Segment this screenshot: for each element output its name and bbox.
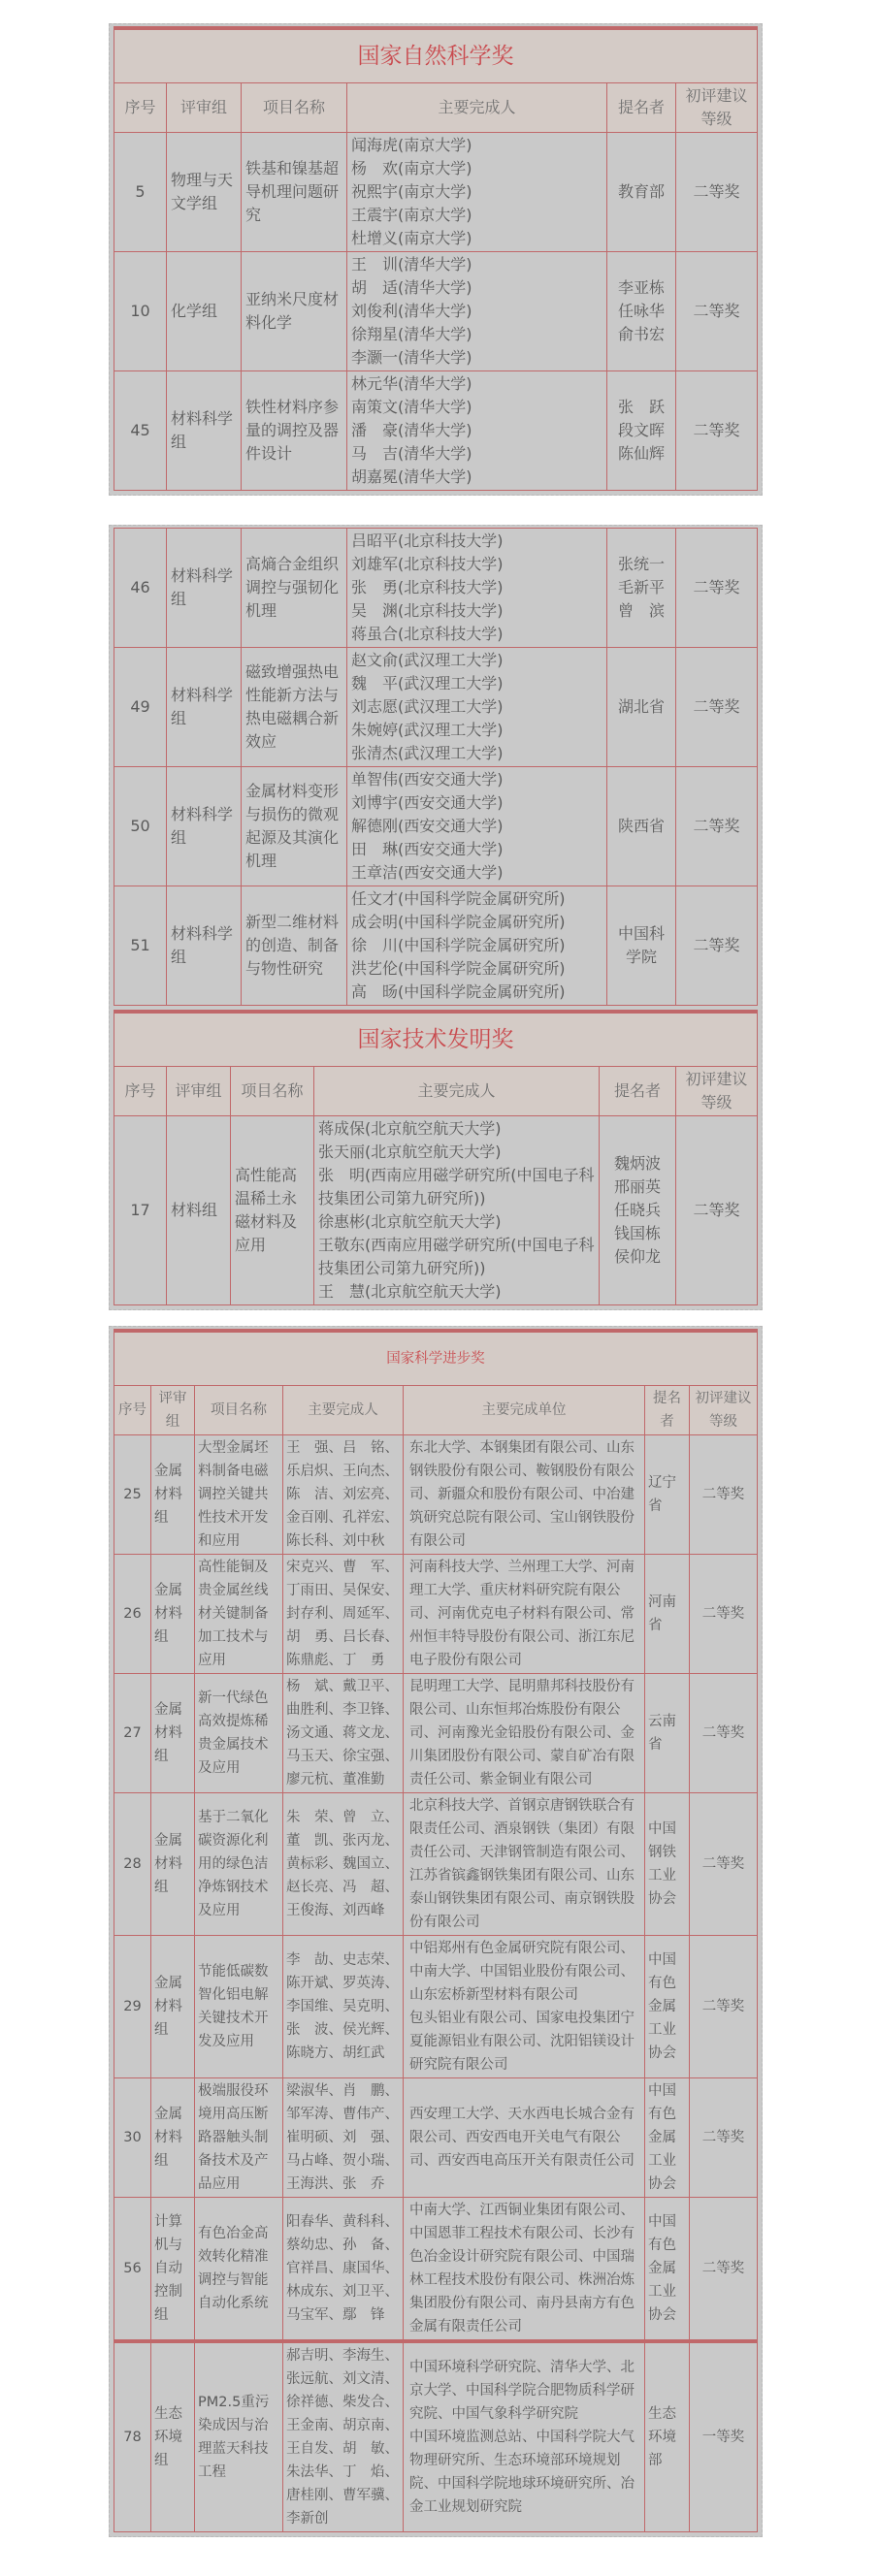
initial-grade: 二等奖 xyxy=(675,371,757,491)
review-group: 金属材料组 xyxy=(151,1936,195,2078)
table-row xyxy=(114,767,758,886)
project-name: 大型金属坯料制备电磁调控关键共性技术开发和应用 xyxy=(195,1435,283,1555)
cell-line: 林元华(清华大学) xyxy=(351,374,472,393)
row-number: 26 xyxy=(114,1555,151,1674)
project-name: 高性能铜及贵金属丝线材关键制备加工技术与应用 xyxy=(195,1555,283,1674)
cell-line: 王 慧(北京航空航天大学) xyxy=(318,1282,502,1301)
nominator: 中国有色金属工业协会 xyxy=(645,2078,690,2198)
nominator: 中国有色金属工业协会 xyxy=(645,2198,690,2342)
row-number: 17 xyxy=(114,1116,167,1305)
main-contributors: 梁淑华、肖 鹏、邹军涛、曹伟产、崔明硕、刘 强、马占峰、贺小瑞、王海洪、张 乔 xyxy=(283,2078,404,2198)
cell-line: 潘 豪(清华大学) xyxy=(351,421,472,439)
table-row xyxy=(114,2078,758,2198)
nominator xyxy=(607,767,676,886)
main-units xyxy=(404,2341,645,2532)
column-header: 项目名称 xyxy=(231,1067,314,1116)
cell-line: 胡嘉冕(清华大学) xyxy=(351,467,472,486)
nominator xyxy=(607,648,676,767)
unit-paragraph: 包头铝业有限公司、国家电投集团宁夏能源铝业有限公司、沈阳铝镁设计研究院有限公司 xyxy=(409,2011,635,2073)
project-name: 金属材料变形与损伤的微观起源及其演化机理 xyxy=(242,767,347,886)
cell-line: 张天丽(北京航空航天大学) xyxy=(318,1143,502,1161)
cell-line: 张清杰(武汉理工大学) xyxy=(351,744,504,762)
unit-paragraph: 中南大学、江西铜业集团有限公司、中国恩菲工程技术有限公司、长沙有色冶金设计研究院有限公司、中国瑞林工程技术股份有限公司、株洲冶炼集团股份有限公司、南丹县南方有色金属有限责任公司 xyxy=(409,2203,635,2334)
cell-line: 蒋虽合(北京科技大学) xyxy=(351,625,504,643)
cell-line: 张 跃 xyxy=(617,398,665,416)
initial-grade: 一等奖 xyxy=(690,2341,758,2532)
table-row xyxy=(114,1555,758,1674)
cell-line: 任晓兵 xyxy=(613,1201,661,1219)
cell-line: 徐翔星(清华大学) xyxy=(351,325,472,343)
row-number: 49 xyxy=(114,648,167,767)
review-group: 材料组 xyxy=(167,1116,231,1305)
project-name: 磁致增强热电性能新方法与热电磁耦合新效应 xyxy=(242,648,347,767)
column-header: 主要完成人 xyxy=(347,83,607,133)
main-contributors: 宋克兴、曹 军、丁雨田、吴保安、封存利、周延军、胡 勇、吕长春、陈鼎彪、丁 勇 xyxy=(283,1555,404,1674)
project-name: 高性能高温稀土永磁材料及应用 xyxy=(231,1116,314,1305)
review-group: 生态环境组 xyxy=(151,2341,195,2532)
main-contributors: 阳春华、黄科科、蔡幼忠、孙 备、官祥昌、康国华、林成东、刘卫平、马宝军、鄢 锋 xyxy=(283,2198,404,2342)
row-number: 10 xyxy=(114,252,167,371)
table-row xyxy=(114,371,758,491)
unit-paragraph: 西安理工大学、天水西电长城合金有限公司、西安西电开关电气有限公司、西安西电高压开关有限责任公司 xyxy=(409,2107,635,2169)
main-contributors xyxy=(347,886,607,1006)
initial-grade: 二等奖 xyxy=(690,1793,758,1936)
initial-grade: 二等奖 xyxy=(690,2198,758,2342)
table-row xyxy=(114,1435,758,1555)
nominator: 云南省 xyxy=(645,1674,690,1793)
row-number: 56 xyxy=(114,2198,151,2342)
nominator: 生态环境部 xyxy=(645,2341,690,2532)
row-number: 78 xyxy=(114,2341,151,2532)
nominator xyxy=(607,886,676,1006)
table-row xyxy=(114,648,758,767)
project-name: 节能低碳数智化铝电解关键技术开发及应用 xyxy=(195,1936,283,2078)
initial-grade: 二等奖 xyxy=(690,1435,758,1555)
project-name: 亚纳米尺度材料化学 xyxy=(242,252,347,371)
sci-progress-award-table xyxy=(114,1329,758,2532)
initial-grade: 二等奖 xyxy=(675,252,757,371)
column-header: 评审组 xyxy=(167,83,242,133)
row-number: 29 xyxy=(114,1936,151,2078)
cell-line: 马 吉(清华大学) xyxy=(351,444,472,463)
cell-line: 祝熙宇(南京大学) xyxy=(351,182,472,201)
cell-line: 湖北省 xyxy=(617,697,665,716)
main-contributors xyxy=(347,648,607,767)
initial-grade: 二等奖 xyxy=(676,529,758,648)
main-units xyxy=(404,1936,645,2078)
section-title: 国家自然科学奖 xyxy=(114,28,758,83)
main-contributors: 郝吉明、李海生、张远航、刘文清、徐祥德、柴发合、王金南、胡京南、王自发、胡 敏、朱法华、丁 焰、唐桂刚、曹军骥、李新创 xyxy=(283,2341,404,2532)
cell-line: 王章洁(西安交通大学) xyxy=(351,863,504,882)
project-name: 有色冶金高效转化精准调控与智能自动化系统 xyxy=(195,2198,283,2342)
review-group: 材料科学组 xyxy=(167,886,242,1006)
column-header: 主要完成单位 xyxy=(404,1386,645,1435)
row-number: 45 xyxy=(114,371,167,491)
review-group: 金属材料组 xyxy=(151,1674,195,1793)
review-group: 材料科学组 xyxy=(167,371,242,491)
column-header: 初评建议等级 xyxy=(675,83,757,133)
cell-line: 刘雄军(北京科技大学) xyxy=(351,555,504,573)
cell-line: 钱国栋 xyxy=(613,1224,661,1242)
natural-science-award-table xyxy=(114,26,758,491)
cell-line: 刘俊利(清华大学) xyxy=(351,302,472,320)
main-units xyxy=(404,1674,645,1793)
table-row xyxy=(114,1116,758,1305)
column-header: 序号 xyxy=(114,1386,151,1435)
column-header: 评审组 xyxy=(167,1067,231,1116)
nominator: 辽宁省 xyxy=(645,1435,690,1555)
table-row xyxy=(114,2341,758,2532)
review-group: 金属材料组 xyxy=(151,2078,195,2198)
main-contributors xyxy=(347,767,607,886)
nominator xyxy=(606,133,675,252)
cell-line: 王震宇(南京大学) xyxy=(351,206,472,224)
nominator xyxy=(606,252,675,371)
cell-line: 单智伟(西安交通大学) xyxy=(351,770,504,789)
project-name: 新一代绿色高效提炼稀贵金属技术及应用 xyxy=(195,1674,283,1793)
nominator: 中国钢铁工业协会 xyxy=(645,1793,690,1936)
unit-paragraph: 东北大学、本钢集团有限公司、山东钢铁股份有限公司、鞍钢股份有限公司、新疆众和股份有限公司、中冶建筑研究总院有限公司、宝山钢铁股份有限公司 xyxy=(409,1440,635,1549)
cell-line: 蒋成保(北京航空航天大学) xyxy=(318,1119,502,1138)
cell-line: 曾 滨 xyxy=(617,601,665,620)
initial-grade: 二等奖 xyxy=(675,133,757,252)
review-group: 材料科学组 xyxy=(167,529,242,648)
column-header: 主要完成人 xyxy=(283,1386,404,1435)
column-header: 项目名称 xyxy=(195,1386,283,1435)
nominator xyxy=(599,1116,675,1305)
column-header: 提名者 xyxy=(599,1067,675,1116)
column-header: 序号 xyxy=(114,83,167,133)
row-number: 30 xyxy=(114,2078,151,2198)
initial-grade: 二等奖 xyxy=(675,1116,757,1305)
table-row xyxy=(114,133,758,252)
table-row xyxy=(114,1674,758,1793)
column-header: 主要完成人 xyxy=(314,1067,600,1116)
row-number: 27 xyxy=(114,1674,151,1793)
initial-grade: 二等奖 xyxy=(690,1674,758,1793)
main-contributors xyxy=(347,371,607,491)
cell-line: 王 训(清华大学) xyxy=(351,255,472,274)
nominator: 中国有色金属工业协会 xyxy=(645,1936,690,2078)
natural-science-award-table-frame xyxy=(109,23,763,496)
cell-line: 陕西省 xyxy=(617,817,665,835)
initial-grade: 二等奖 xyxy=(690,1936,758,2078)
review-group: 金属材料组 xyxy=(151,1793,195,1936)
cell-line: 解德刚(西安交通大学) xyxy=(351,817,504,835)
main-contributors: 朱 荣、曾 立、董 凯、张丙龙、黄标彩、魏国立、赵长亮、冯 超、王俊海、刘西峰 xyxy=(283,1793,404,1936)
cell-line: 毛新平 xyxy=(617,578,665,596)
cell-line: 南策文(清华大学) xyxy=(351,398,472,416)
column-header: 序号 xyxy=(114,1067,167,1116)
cell-line: 田 琳(西安交通大学) xyxy=(351,840,504,858)
table-row xyxy=(114,2198,758,2342)
initial-grade: 二等奖 xyxy=(676,886,758,1006)
unit-paragraph: 北京科技大学、首钢京唐钢铁联合有限责任公司、酒泉钢铁（集团）有限责任公司、天津钢管制造有限公司、江苏省镔鑫钢铁集团有限公司、山东泰山钢铁集团有限公司、南京钢铁股份有限公司 xyxy=(409,1798,635,1930)
cell-line: 张 勇(北京科技大学) xyxy=(351,578,504,596)
cell-line: 俞书宏 xyxy=(617,325,665,343)
cell-line: 任咏华 xyxy=(617,302,665,320)
project-name: PM2.5重污染成因与治理蓝天科技工程 xyxy=(195,2341,283,2532)
column-header: 初评建议等级 xyxy=(675,1067,757,1116)
unit-paragraph: 中国环境监测总站、中国科学院大气物理研究所、生态环境部环境规划院、中国科学院地球环境研究所、冶金工业规划研究院 xyxy=(409,2430,635,2515)
project-name: 基于二氧化碳资源化利用的绿色洁净炼钢技术及应用 xyxy=(195,1793,283,1936)
cell-line: 高 旸(中国科学院金属研究所) xyxy=(351,982,566,1001)
cell-line: 李亚栋 xyxy=(617,278,665,297)
review-group: 物理与天文学组 xyxy=(167,133,242,252)
column-header: 项目名称 xyxy=(242,83,347,133)
cell-line: 杜增义(南京大学) xyxy=(351,229,472,247)
project-name: 铁性材料序参量的调控及器件设计 xyxy=(242,371,347,491)
main-contributors: 李 劼、史志荣、陈开斌、罗英涛、李国维、吴克明、张 波、侯光辉、陈晓方、胡红武 xyxy=(283,1936,404,2078)
cell-line: 邢丽英 xyxy=(613,1177,661,1196)
row-number: 50 xyxy=(114,767,167,886)
review-group: 金属材料组 xyxy=(151,1435,195,1555)
cell-line: 刘志愿(武汉理工大学) xyxy=(351,697,504,716)
main-units xyxy=(404,1435,645,1555)
cell-line: 吴 渊(北京科技大学) xyxy=(351,601,504,620)
cell-line: 洪艺伦(中国科学院金属研究所) xyxy=(351,959,566,978)
main-contributors xyxy=(347,529,607,648)
cell-line: 魏炳波 xyxy=(613,1154,661,1173)
main-contributors xyxy=(314,1116,600,1305)
unit-paragraph: 昆明理工大学、昆明鼎邦科技股份有限公司、山东恒邦冶炼股份有限公司、河南豫光金铅股份有限公司、金川集团股份有限公司、蒙自矿冶有限责任公司、紫金铜业有限公司 xyxy=(409,1679,635,1787)
cell-line: 张 明(西南应用磁学研究所(中国电子科技集团公司第九研究所)) xyxy=(318,1166,595,1208)
main-contributors xyxy=(347,252,607,371)
column-header: 提名者 xyxy=(645,1386,690,1435)
cell-line: 吕昭平(北京科技大学) xyxy=(351,531,504,550)
table-row xyxy=(114,252,758,371)
tech-invention-award-table xyxy=(114,1010,758,1305)
table-row xyxy=(114,1793,758,1936)
unit-paragraph: 中铝郑州有色金属研究院有限公司、中南大学、中国铝业股份有限公司、山东宏桥新型材料有限公司 xyxy=(409,1941,635,2003)
row-number: 5 xyxy=(114,133,167,252)
section-title: 国家技术发明奖 xyxy=(114,1012,758,1067)
review-group: 材料科学组 xyxy=(167,767,242,886)
project-name: 新型二维材料的创造、制备与物性研究 xyxy=(242,886,347,1006)
cell-line: 徐 川(中国科学院金属研究所) xyxy=(351,936,566,954)
cell-line: 李灏一(清华大学) xyxy=(351,348,472,367)
initial-grade: 二等奖 xyxy=(690,1555,758,1674)
cell-line: 陈仙辉 xyxy=(617,444,665,463)
main-units xyxy=(404,2078,645,2198)
cell-line: 任文才(中国科学院金属研究所) xyxy=(351,889,566,908)
row-number: 28 xyxy=(114,1793,151,1936)
main-units xyxy=(404,1555,645,1674)
column-header: 提名者 xyxy=(606,83,675,133)
main-units xyxy=(404,1793,645,1936)
cell-line: 教育部 xyxy=(617,182,665,201)
review-group: 材料科学组 xyxy=(167,648,242,767)
review-group: 计算机与自动控制组 xyxy=(151,2198,195,2342)
initial-grade: 二等奖 xyxy=(690,2078,758,2198)
row-number: 25 xyxy=(114,1435,151,1555)
cell-line: 闻海虎(南京大学) xyxy=(351,136,472,154)
initial-grade: 二等奖 xyxy=(676,767,758,886)
unit-paragraph: 河南科技大学、兰州理工大学、河南理工大学、重庆材料研究院有限公司、河南优克电子材料有限公司、常州恒丰特导股份有限公司、浙江东尼电子股份有限公司 xyxy=(409,1560,635,1668)
nominator: 河南省 xyxy=(645,1555,690,1674)
main-units xyxy=(404,2198,645,2342)
cell-line: 赵文俞(武汉理工大学) xyxy=(351,651,504,669)
cell-line: 王敬东(西南应用磁学研究所(中国电子科技集团公司第九研究所)) xyxy=(318,1236,595,1277)
cell-line: 段文晖 xyxy=(617,421,665,439)
sci-progress-award-table-frame xyxy=(109,1326,763,2537)
cell-line: 徐惠彬(北京航空航天大学) xyxy=(318,1212,502,1231)
column-header: 初评建议等级 xyxy=(690,1386,758,1435)
nominator xyxy=(606,371,675,491)
main-contributors: 王 强、吕 铭、乐启炽、王向杰、陈 洁、刘宏亮、金百刚、孔祥宏、陈长科、刘中秋 xyxy=(283,1435,404,1555)
review-group: 化学组 xyxy=(167,252,242,371)
table-row xyxy=(114,1936,758,2078)
main-contributors xyxy=(347,133,607,252)
cell-line: 胡 适(清华大学) xyxy=(351,278,472,297)
cell-line: 成会明(中国科学院金属研究所) xyxy=(351,913,566,931)
table-row xyxy=(114,886,758,1006)
cell-line: 中国科学院 xyxy=(617,924,665,966)
column-header: 评审组 xyxy=(151,1386,195,1435)
project-name: 高熵合金组织调控与强韧化机理 xyxy=(242,529,347,648)
continued-table-frame xyxy=(109,525,763,1310)
nominator xyxy=(607,529,676,648)
cell-line: 朱婉婷(武汉理工大学) xyxy=(351,721,504,739)
cell-line: 魏 平(武汉理工大学) xyxy=(351,674,504,692)
review-group: 金属材料组 xyxy=(151,1555,195,1674)
row-number: 46 xyxy=(114,529,167,648)
table-row xyxy=(114,529,758,648)
unit-paragraph: 中国环境科学研究院、清华大学、北京大学、中国科学院合肥物质科学研究院、中国气象科学研究院 xyxy=(409,2360,635,2422)
natural-science-award-table-continued xyxy=(114,528,758,1006)
cell-line: 刘博宇(西安交通大学) xyxy=(351,793,504,812)
cell-line: 张统一 xyxy=(617,555,665,573)
initial-grade: 二等奖 xyxy=(676,648,758,767)
cell-line: 侯仰龙 xyxy=(613,1247,661,1266)
section-title: 国家科学进步奖 xyxy=(114,1331,758,1386)
main-contributors: 杨 斌、戴卫平、曲胜利、李卫锋、汤文通、蒋文龙、马玉天、徐宝强、廖元杭、董准勤 xyxy=(283,1674,404,1793)
project-name: 铁基和镍基超导机理问题研究 xyxy=(242,133,347,252)
project-name: 极端服役环境用高压断路器触头制备技术及产品应用 xyxy=(195,2078,283,2198)
row-number: 51 xyxy=(114,886,167,1006)
cell-line: 杨 欢(南京大学) xyxy=(351,159,472,177)
